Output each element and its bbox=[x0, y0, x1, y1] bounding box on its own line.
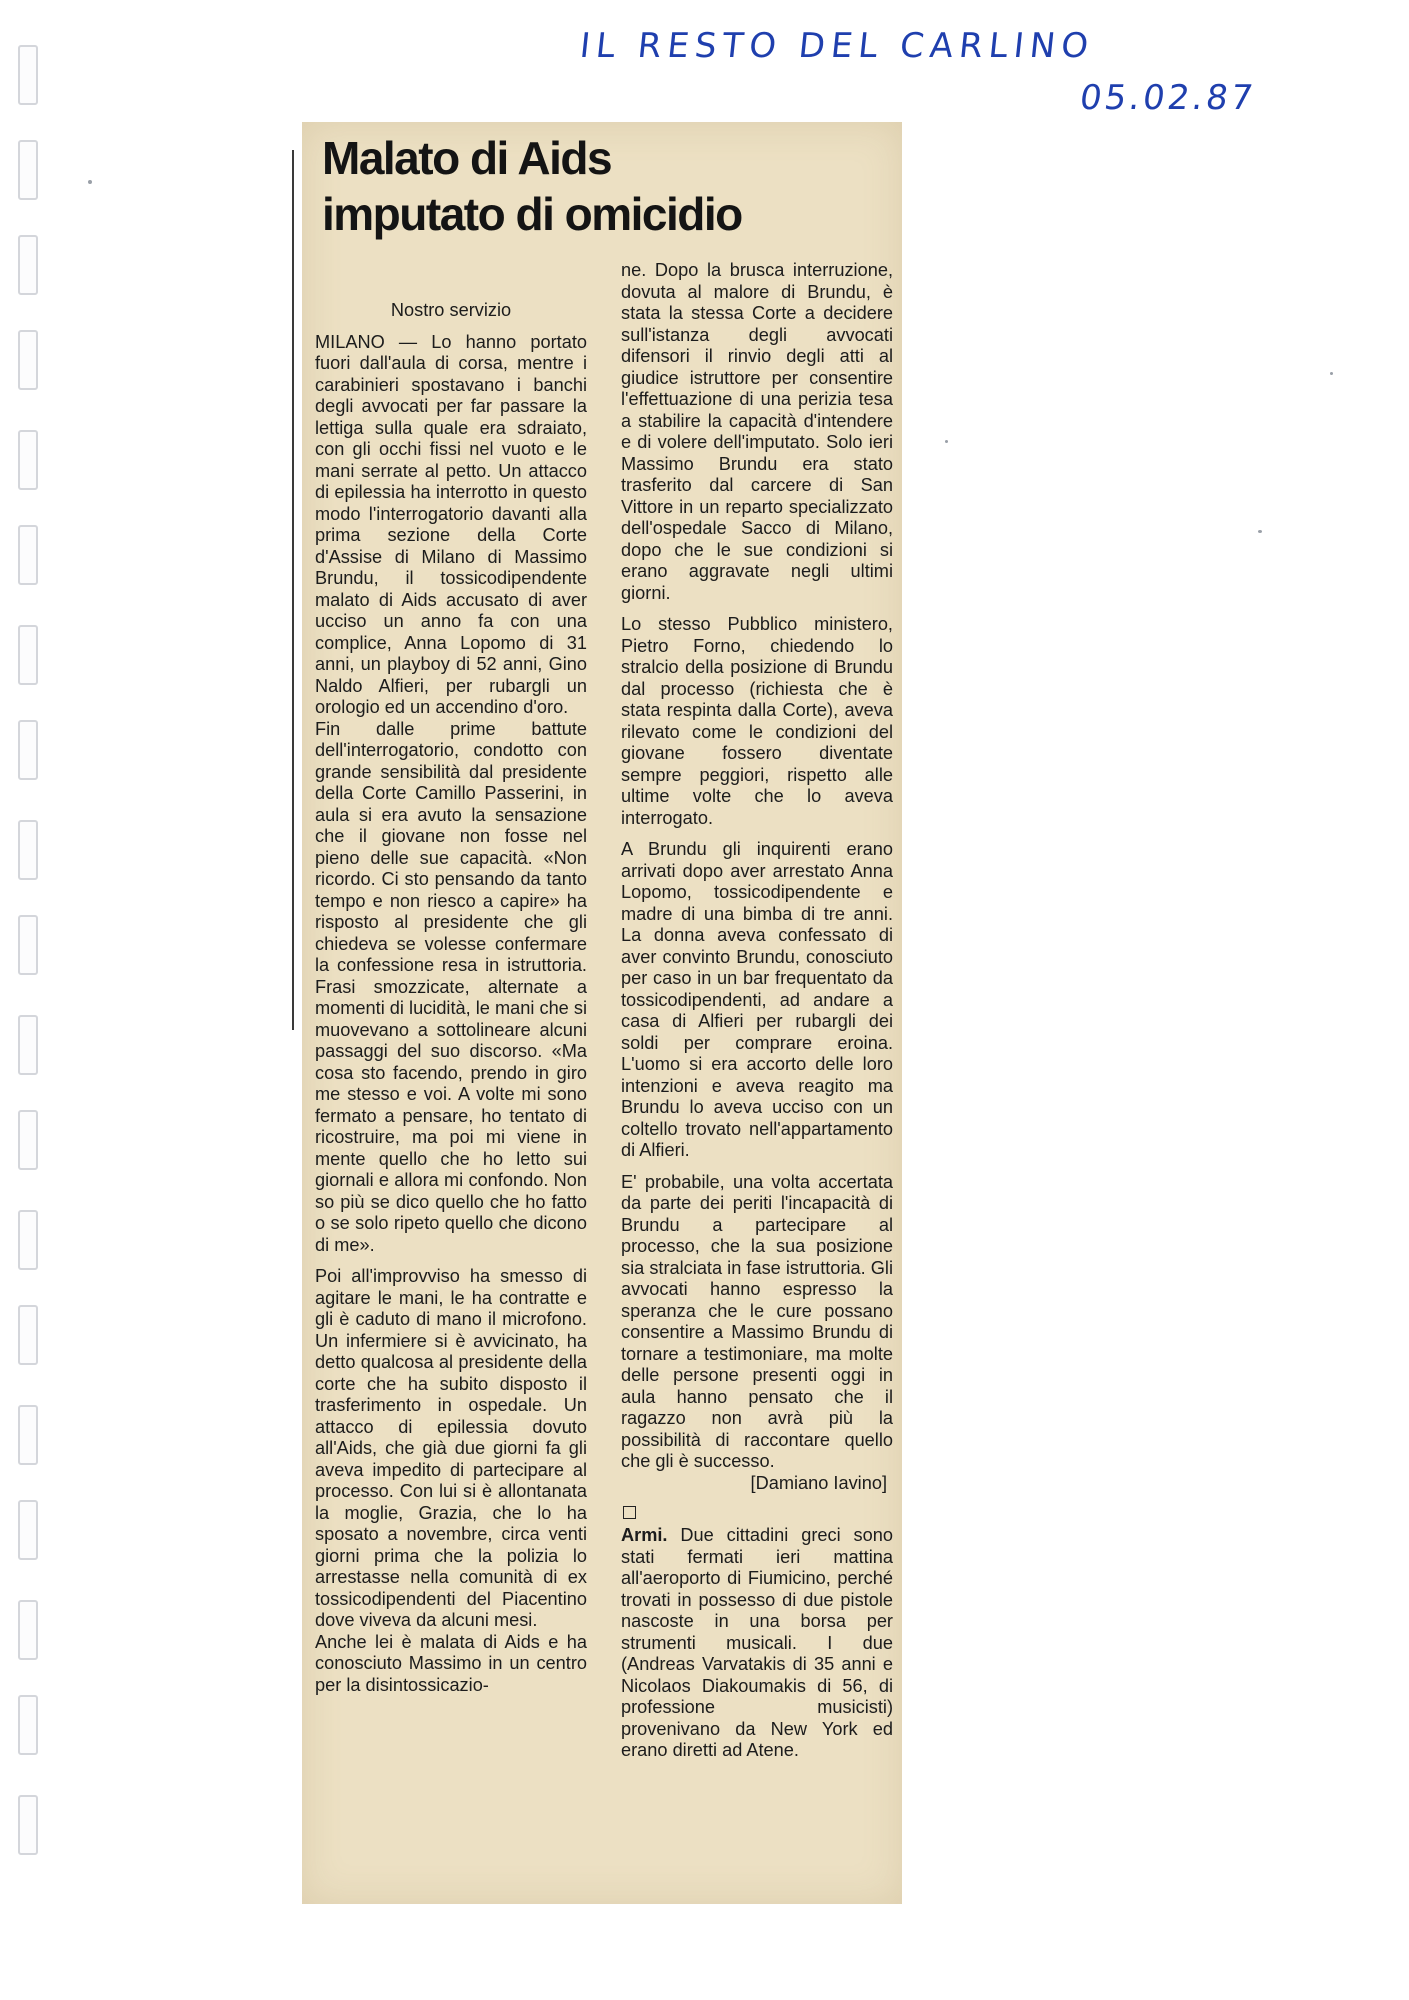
binder-hole bbox=[18, 1500, 38, 1560]
binder-hole bbox=[18, 1110, 38, 1170]
binder-hole bbox=[18, 235, 38, 295]
paragraph: ne. Dopo la brusca interruzione, dovuta al malore di Brundu, è stata la stessa Corte a decidere sull'istanza degli avvocati difensori il rinvio degli atti al giudice istruttore per consentire l'effettuazione di una perizia tesa a stabilire la capacità d'intendere e di volere dell'imputato. Solo ieri Massimo Brundu era stato trasferito dal carcere di San Vittore in un reparto specializzato dell'ospedale Sacco di Milano, dopo che le sue condizioni si erano aggravate negli ultimi giorni. bbox=[621, 260, 893, 603]
binder-hole bbox=[18, 430, 38, 490]
binder-hole bbox=[18, 1695, 38, 1755]
paragraph: Poi all'improvviso ha smesso di agitare le mani, le ha contratte e gli è caduto di mano il microfono. Un infermiere si è avvicinato, ha detto qualcosa al presidente della corte che ha subito disposto il trasferimento in ospedale. Un attacco di epilessia dovuto all'Aids, che già due giorni fa gli aveva impedito di partecipare al processo. Con lui si è allontanata la moglie, Grazia, che lo ha sposato a novembre, circa venti giorni prima che la polizia lo arrestasse nella comunità di ex tossicodipendenti del Piacentino dove viveva da alcuni mesi. bbox=[315, 1266, 587, 1630]
binder-hole bbox=[18, 140, 38, 200]
newspaper-clipping bbox=[302, 122, 902, 1904]
binder-hole bbox=[18, 1405, 38, 1465]
paragraph: A Brundu gli inquirenti erano arrivati dopo aver arrestato Anna Lopomo, tossicodipendente e madre di una bimba di tre anni. La donna aveva confessato di aver convinto Brundu, conosciuto per caso in un bar frequentato da tossicodipendenti, ad andare a casa di Alfieri per rubargli dei soldi per comprare eroina. L'uomo si era accorto delle loro intenzioni e aveva reagito ma Brundu lo aveva ucciso con un coltello trovato nell'appartamento di Alfieri. bbox=[621, 839, 893, 1160]
article-headline bbox=[322, 130, 892, 242]
news-brief bbox=[621, 1525, 893, 1762]
article-column-right bbox=[621, 260, 893, 1762]
handwritten-date: 05.02.87 bbox=[1077, 78, 1259, 118]
brief-text: Due cittadini greci sono stati fermati ieri mattina all'aeroporto di Fiumicino, perché trovati in possesso di due pistole nascoste in una borsa per strumenti musicali. I due (Andreas Varvatakis di 35 anni e Nicolaos Diakoumakis di 56, di professione musicisti) provenivano da New York ed erano diretti ad Atene. bbox=[621, 1525, 893, 1760]
paragraph: E' probabile, una volta accertata da parte dei periti l'incapacità di Brundu a partecipare al processo, che la sua posizione sia stralciata in fase istruttoria. Gli avvocati hanno espresso la speranza che le cure possano consentire a Massimo Brundu di tornare a testimoniare, ma molte delle persone presenti oggi in aula hanno pensato che il ragazzo non avrà più la possibilità di raccontare quello che gli è successo. bbox=[621, 1171, 893, 1471]
dust-speck bbox=[1330, 372, 1333, 375]
paragraph: Lo stesso Pubblico ministero, Pietro Forno, chiedendo lo stralcio della posizione di Brundu dal processo (richiesta che è stata respinta dalla Corte), aveva rilevato come le condizioni del giovane fossero diventate sempre peggiori, rispetto alle ultime volte che lo aveva interrogato. bbox=[621, 614, 893, 828]
author-signature: [Damiano Iavino] bbox=[750, 1472, 887, 1493]
headline-line-2: imputato di omicidio bbox=[322, 188, 742, 240]
article-column-left bbox=[315, 300, 587, 1696]
binder-hole bbox=[18, 720, 38, 780]
binder-hole bbox=[18, 625, 38, 685]
binder-hole bbox=[18, 1600, 38, 1660]
paragraph: MILANO — Lo hanno portato fuori dall'aula di corsa, mentre i carabinieri spostavano i banchi degli avvocati per far passare la lettiga sulla quale era sdraiato, con gli occhi fissi nel vuoto e le mani serrate al petto. Un attacco di epilessia ha interrotto in questo modo l'interrogatorio davanti alla prima sezione della Corte d'Assise di Milano di Massimo Brundu, il tossicodipendente malato di Aids accusato di aver ucciso un anno fa con una complice, Anna Lopomo di 31 anni, un playboy di 52 anni, Gino Naldo Alfieri, per rubargli un orologio ed un accendino d'oro. bbox=[315, 331, 587, 717]
paragraph: Fin dalle prime battute dell'interrogatorio, condotto con grande sensibilità dal presidente della Corte Camillo Passerini, in aula si era avuto la sensazione che il giovane non fosse nel pieno delle sue capacità. «Non ricordo. Ci sto pensando da tanto tempo e non riesco a capire» ha risposto al presidente che gli chiedeva se volesse confermare la confessione resa in istruttoria. Frasi smozzicate, alternate a momenti di lucidità, le mani che si muovevano a sottolineare alcuni passaggi del suo discorso. «Ma cosa sto facendo, prendo in giro me stesso e voi. A volte mi sono fermato a pensare, ho tentato di ricostruire, ma poi mi viene in mente quello che ho letto sui giornali e allora mi confondo. Non so più se dico quello che ho fatto o se solo ripeto quello che dicono di me». bbox=[315, 718, 587, 1255]
section-box-icon bbox=[623, 1506, 636, 1519]
handwritten-newspaper-name: IL RESTO DEL CARLINO bbox=[577, 26, 1097, 66]
clipping-edge-line bbox=[292, 150, 294, 1030]
dust-speck bbox=[88, 180, 92, 184]
binder-hole bbox=[18, 1210, 38, 1270]
binder-holes bbox=[18, 30, 46, 1950]
byline: Nostro servizio bbox=[390, 300, 512, 320]
binder-hole bbox=[18, 1015, 38, 1075]
binder-hole bbox=[18, 1305, 38, 1365]
binder-hole bbox=[18, 820, 38, 880]
binder-hole bbox=[18, 330, 38, 390]
headline-line-1: Malato di Aids bbox=[322, 132, 612, 184]
dust-speck bbox=[1258, 530, 1262, 533]
binder-hole bbox=[18, 525, 38, 585]
paragraph: Anche lei è malata di Aids e ha conosciuto Massimo in un centro per la disintossicazio- bbox=[315, 1631, 587, 1695]
binder-hole bbox=[18, 1795, 38, 1855]
binder-hole bbox=[18, 915, 38, 975]
dust-speck bbox=[945, 440, 948, 443]
binder-hole bbox=[18, 45, 38, 105]
brief-label: Armi. bbox=[621, 1525, 668, 1545]
